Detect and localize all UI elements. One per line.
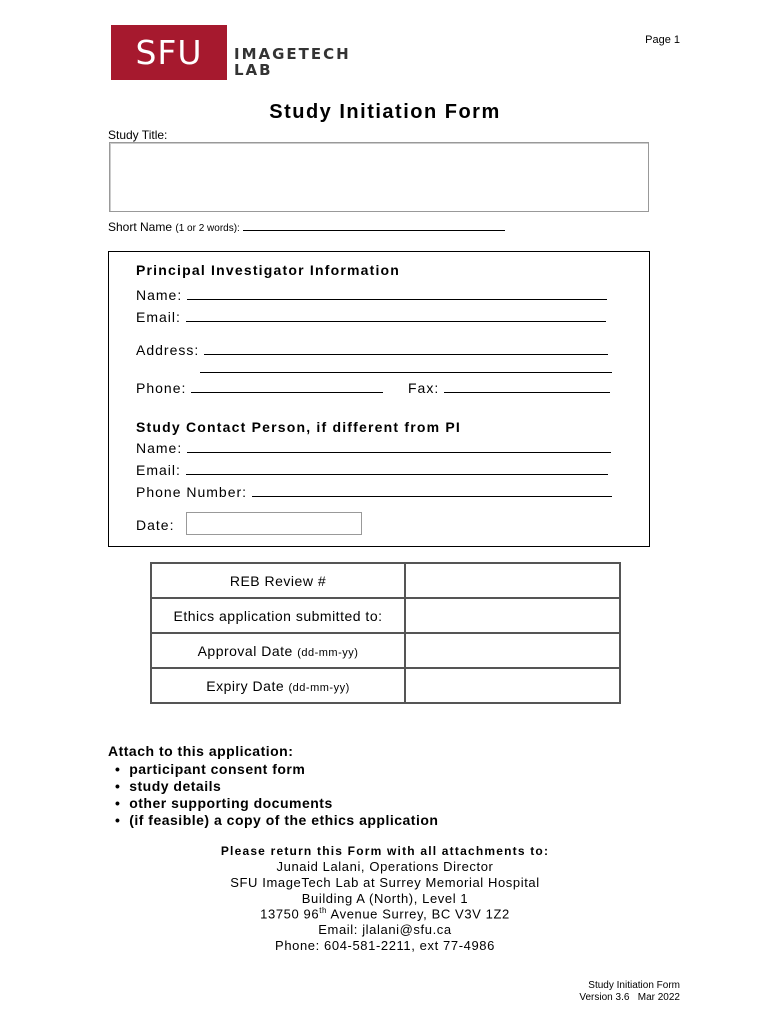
return-phone: Phone: 604-581-2211, ext 77-4986 [275, 938, 495, 953]
pi-heading: Principal Investigator Information [136, 262, 401, 278]
short-name-label: Short Name [108, 220, 173, 234]
contact-date-label: Date: [136, 517, 175, 533]
contact-email-field[interactable] [186, 462, 608, 475]
approval-date-field[interactable] [405, 633, 620, 668]
list-item: • other supporting documents [115, 795, 333, 811]
return-line4 [0, 906, 770, 921]
table-row [151, 563, 620, 598]
contact-heading [136, 419, 461, 435]
pi-phone-row [136, 380, 383, 396]
sfu-logo: SFU [111, 25, 227, 80]
contact-name-row [136, 440, 611, 456]
contact-name-field[interactable] [187, 440, 611, 453]
table-row [151, 598, 620, 633]
return-line2: SFU ImageTech Lab at Surrey Memorial Hospital [230, 875, 540, 890]
ordinal-suffix: th [319, 906, 328, 915]
reb-review-label [151, 563, 405, 598]
short-name-row [108, 220, 505, 234]
pi-fax-field[interactable] [444, 380, 610, 393]
pi-phone-field[interactable] [191, 380, 383, 393]
row-hint: (dd-mm-yy) [288, 681, 350, 694]
ethics-submitted-field[interactable] [405, 598, 620, 633]
pi-name-field[interactable] [187, 287, 607, 300]
pi-address-row [136, 342, 608, 358]
contact-email-label: Email: [136, 462, 181, 478]
short-name-hint: (1 or 2 words): [175, 223, 240, 234]
pi-phone-label: Phone: [136, 380, 187, 396]
street-number: 13750 96 [260, 906, 320, 922]
list-item: • study details [115, 778, 222, 794]
contact-phone-label: Phone Number: [136, 484, 248, 500]
return-line1: Junaid Lalani, Operations Director [276, 859, 494, 874]
logo-line2: LAB [234, 61, 273, 79]
pi-name-row [136, 287, 607, 303]
contact-phone-row [136, 484, 612, 500]
contact-phone-field[interactable] [252, 484, 612, 497]
pi-email-row [136, 309, 606, 325]
contact-email-row [136, 462, 608, 478]
reb-review-field[interactable] [405, 563, 620, 598]
row-label: Expiry Date [206, 677, 285, 694]
approval-date-label [151, 633, 405, 668]
pi-address-label: Address: [136, 342, 200, 358]
expiry-date-field[interactable] [405, 668, 620, 703]
date-field[interactable] [186, 512, 362, 535]
table-row [151, 633, 620, 668]
row-label: REB Review # [229, 572, 327, 589]
attach-heading: Attach to this application: [108, 743, 294, 759]
row-hint: (dd-mm-yy) [297, 646, 359, 659]
logo-line1: IMAGETECH [234, 45, 351, 63]
list-item-text: other supporting documents [129, 795, 333, 811]
footer-version: Version 3.6 Mar 2022 [579, 992, 680, 1003]
list-item: • (if feasible) a copy of the ethics application [115, 812, 439, 828]
contact-name-label: Name: [136, 440, 183, 456]
page-number: Page 1 [645, 34, 680, 46]
list-item-text: (if feasible) a copy of the ethics application [129, 812, 439, 828]
row-label: Approval Date [197, 642, 293, 659]
pi-email-label: Email: [136, 309, 181, 325]
return-email: Email: jlalani@sfu.ca [318, 922, 452, 937]
pi-name-label: Name: [136, 287, 183, 303]
pi-address-field[interactable] [204, 342, 608, 355]
pi-fax-row [408, 380, 610, 396]
list-item-text: participant consent form [129, 761, 306, 777]
return-heading: Please return this Form with all attachments to: [220, 844, 550, 858]
pi-address-field-2[interactable] [200, 360, 612, 373]
list-item-text: study details [129, 778, 222, 794]
study-title-label: Study Title: [108, 128, 168, 142]
street-rest: Avenue Surrey, BC V3V 1Z2 [327, 906, 510, 922]
list-item: • participant consent form [115, 761, 306, 777]
return-line3: Building A (North), Level 1 [301, 891, 469, 906]
ethics-submitted-label [151, 598, 405, 633]
imagetech-logo-text [234, 46, 351, 78]
pi-email-field[interactable] [186, 309, 606, 322]
expiry-date-label [151, 668, 405, 703]
study-title-field[interactable] [109, 142, 649, 212]
row-label: Ethics application submitted to: [173, 607, 383, 624]
form-title: Study Initiation Form [269, 101, 501, 123]
footer-form-name: Study Initiation Form [588, 980, 680, 991]
contact-heading-bold: Study [136, 419, 181, 435]
table-row [151, 668, 620, 703]
reb-table [150, 562, 621, 704]
contact-heading-rest: Contact Person, if different from PI [180, 419, 461, 435]
pi-fax-label: Fax: [408, 380, 440, 396]
short-name-field[interactable] [243, 220, 505, 231]
